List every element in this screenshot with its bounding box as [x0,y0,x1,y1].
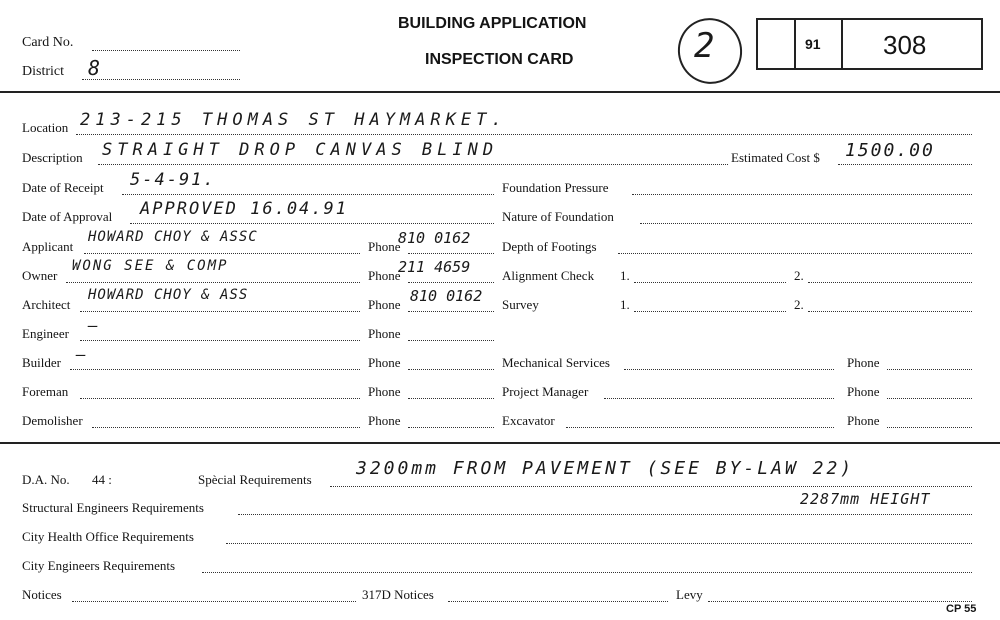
excavator-line [566,427,834,428]
da-no-value: 44 : [92,472,112,487]
builder-value: — [76,345,88,364]
survey-1-line [634,311,786,312]
nature-of-foundation-label: Nature of Foundation [502,209,614,224]
engineer-value: — [88,316,100,335]
survey-label: Survey [502,297,539,312]
project-manager-phone-label: Phone [847,384,880,399]
owner-label: Owner [22,268,58,283]
structural-requirements-value: 2287mm HEIGHT [800,490,931,508]
excavator-phone-label: Phone [847,413,880,428]
header-rule [0,91,1000,93]
box-divider-1 [794,18,796,70]
health-office-label: City Health Office Requirements [22,529,194,544]
architect-phone-line [408,311,494,312]
builder-phone-label: Phone [368,355,401,370]
circled-mark-value: 2 [694,26,715,66]
city-engineers-label: City Engineers Requirements [22,558,176,573]
district-line [82,79,240,80]
structural-requirements-label: Structural Engineers Requirements [22,500,204,515]
da-no-label: D.A. No. [22,472,70,487]
project-manager-line [604,398,834,399]
card-number-box [756,18,983,70]
notices-317d-label: 317D Notices [362,587,434,602]
engineer-phone-line [408,340,494,341]
architect-label: Architect [22,297,71,312]
applicant-phone-line [408,253,494,254]
alignment-check-label: Alignment Check [502,268,595,283]
description-label: Description [22,150,83,165]
card-no-line [92,50,240,51]
mechanical-services-label: Mechanical Services [502,355,610,370]
description-value: STRAIGHT DROP CANVAS BLIND [102,140,499,160]
builder-line [70,369,360,370]
notices-line [72,601,356,602]
builder-phone-line [408,369,494,370]
survey-2-label: 2. [794,297,804,312]
levy-line [708,601,972,602]
foreman-label: Foreman [22,384,69,399]
architect-phone-label: Phone [368,297,401,312]
special-requirements-line [330,486,972,487]
builder-label: Builder [22,355,61,370]
engineer-phone-label: Phone [368,326,401,341]
title-line-1: BUILDING APPLICATION [398,15,587,32]
owner-value: WONG SEE & COMP [72,258,229,274]
architect-value: HOWARD CHOY & ASS [88,287,249,303]
applicant-line [84,253,360,254]
applicant-value: HOWARD CHOY & ASSC [88,229,258,245]
levy-label: Levy [676,587,703,602]
owner-phone-line [408,282,494,283]
alignment-check-2-label: 2. [794,268,804,283]
demolisher-phone-label: Phone [368,413,401,428]
form-code: CP 55 [946,603,977,615]
alignment-check-1-line [634,282,786,283]
city-engineers-line [202,572,972,573]
mechanical-services-phone-label: Phone [847,355,880,370]
date-of-receipt-line [122,194,494,195]
owner-phone-value: 211 4659 [398,258,471,276]
applicant-label: Applicant [22,239,74,254]
project-manager-label: Project Manager [502,384,589,399]
location-label: Location [22,120,69,135]
foreman-line [80,398,360,399]
engineer-line [80,340,360,341]
alignment-check-1-label: 1. [620,268,630,283]
location-value: 213-215 THOMAS ST HAYMARKET. [80,110,507,130]
alignment-check-2-line [808,282,972,283]
estimated-cost-label: Estimated Cost $ [731,150,820,165]
location-line [76,134,972,135]
date-of-approval-line [130,223,494,224]
mechanical-services-phone-line [887,369,972,370]
excavator-phone-line [887,427,972,428]
nature-of-foundation-line [640,223,972,224]
section-rule [0,442,1000,444]
owner-line [66,282,360,283]
depth-of-footings-label: Depth of Footings [502,239,597,254]
date-of-receipt-label: Date of Receipt [22,180,104,195]
demolisher-phone-line [408,427,494,428]
applicant-phone-value: 810 0162 [398,229,471,247]
demolisher-line [92,427,360,428]
architect-phone-value: 810 0162 [410,287,483,305]
foundation-pressure-line [632,194,972,195]
estimated-cost-line [838,164,972,165]
owner-phone-label: Phone [368,268,401,283]
year-value: 91 [805,36,821,52]
district-value: 8 [88,56,103,80]
architect-line [80,311,360,312]
mechanical-services-line [624,369,834,370]
foreman-phone-label: Phone [368,384,401,399]
demolisher-label: Demolisher [22,413,83,428]
survey-2-line [808,311,972,312]
depth-of-footings-line [618,253,972,254]
title-line-2: INSPECTION CARD [425,51,574,68]
excavator-label: Excavator [502,413,555,428]
foreman-phone-line [408,398,494,399]
applicant-phone-label: Phone [368,239,401,254]
special-requirements-value: 3200mm FROM PAVEMENT (SEE BY-LAW 22) [356,458,855,479]
date-of-approval-label: Date of Approval [22,209,113,224]
card-no-label: Card No. [22,35,74,50]
structural-requirements-line [238,514,972,515]
description-line [98,164,728,165]
box-divider-2 [841,18,843,70]
estimated-cost-value: 1500.00 [845,140,935,161]
date-of-receipt-value: 5-4-91. [130,170,216,190]
notices-label: Notices [22,587,62,602]
engineer-label: Engineer [22,326,69,341]
project-manager-phone-line [887,398,972,399]
survey-1-label: 1. [620,297,630,312]
notices-317d-line [448,601,668,602]
date-of-approval-value: APPROVED 16.04.91 [140,199,348,219]
district-label: District [22,64,64,79]
foundation-pressure-label: Foundation Pressure [502,180,609,195]
number-value: 308 [883,30,927,60]
special-requirements-label: Spècial Requirements [198,472,312,487]
health-office-line [226,543,972,544]
